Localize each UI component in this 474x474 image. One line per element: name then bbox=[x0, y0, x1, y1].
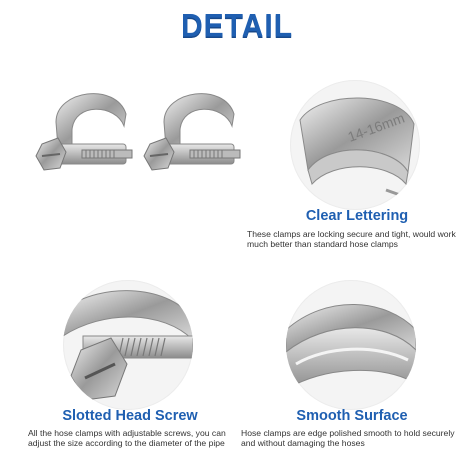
engraved-lettering: 14-16mm bbox=[345, 109, 407, 145]
feature-title-clear-lettering: Clear Lettering bbox=[305, 208, 409, 224]
product-photo-hose-clamps bbox=[32, 74, 242, 204]
page-title: DETAIL bbox=[180, 8, 294, 45]
detail-image-smooth-surface bbox=[286, 280, 416, 410]
detail-image-slotted-screw bbox=[63, 280, 193, 410]
hose-clamp-left bbox=[36, 94, 132, 170]
feature-desc-clear-lettering: These clamps are locking secure and tight, would work much better than standard hose clamps bbox=[247, 229, 456, 249]
feature-desc-smooth-surface: Hose clamps are edge polished smooth to hold securely and without damaging the hoses bbox=[241, 428, 455, 448]
detail-image-lettering bbox=[290, 80, 420, 210]
feature-title-smooth-surface: Smooth Surface bbox=[296, 408, 408, 424]
feature-title-slotted-head-screw: Slotted Head Screw bbox=[62, 408, 198, 424]
feature-desc-slotted-head-screw: All the hose clamps with adjustable screws, you can adjust the size according to the diameter of the pipe bbox=[28, 428, 226, 448]
hose-clamp-right bbox=[144, 94, 240, 170]
